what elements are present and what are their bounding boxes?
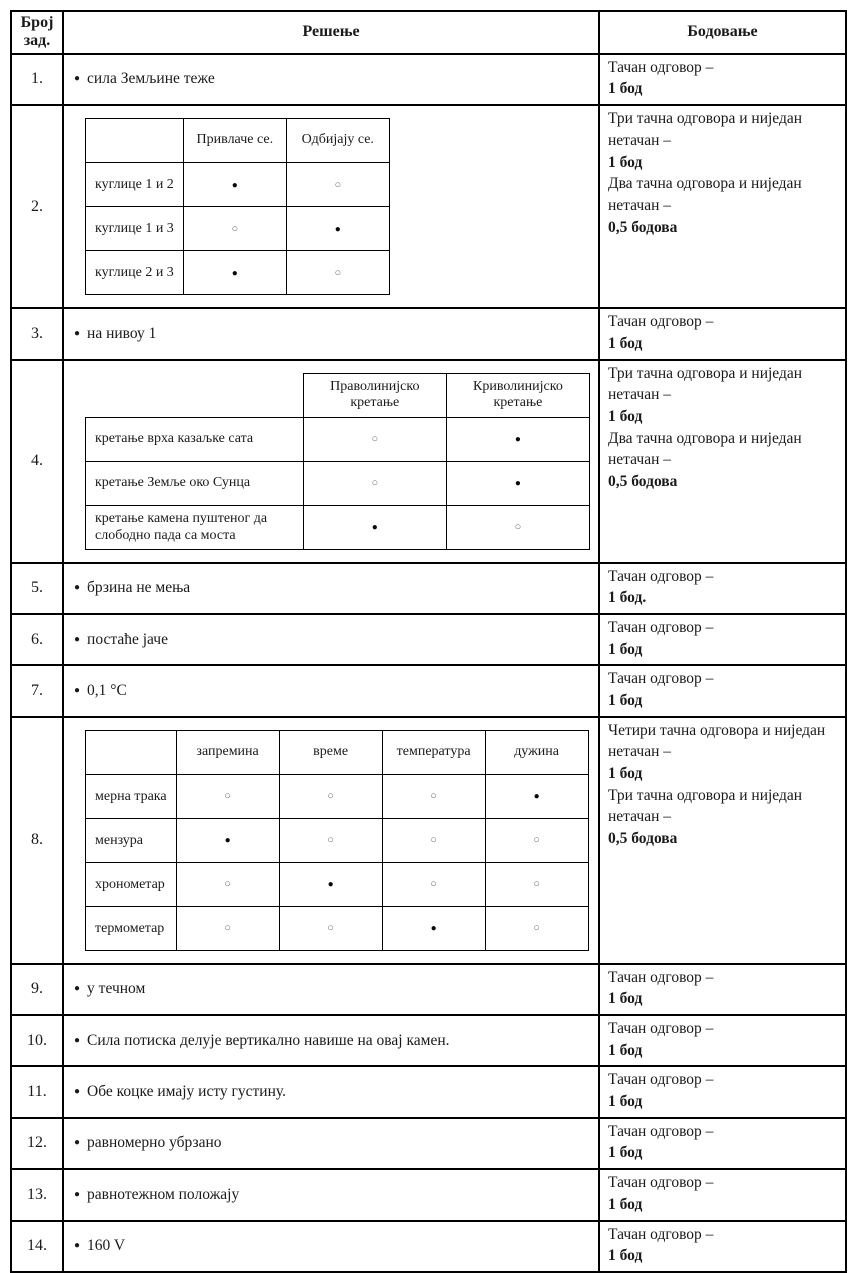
inner-header-label: дужина	[485, 730, 588, 774]
option-cell	[485, 906, 588, 950]
inner-header-row	[86, 730, 589, 774]
selected-option-icon: ●	[533, 791, 540, 803]
scoring-cell	[599, 563, 846, 614]
inner-header-label: Привлаче се.	[183, 119, 286, 163]
scoring-line: 1 бод	[608, 1144, 643, 1162]
inner-row	[86, 862, 589, 906]
table-row	[11, 1015, 846, 1066]
solution-text: равнотежном положају	[87, 1185, 240, 1203]
solution-text: постаће јаче	[87, 630, 168, 648]
inner-row	[86, 505, 590, 549]
bullet-icon: ●	[74, 327, 81, 339]
option-cell	[485, 818, 588, 862]
scoring-cell	[599, 105, 846, 308]
solution-cell	[63, 964, 599, 1015]
solution-cell	[63, 308, 599, 359]
solution-text: сила Земљине теже	[87, 70, 215, 88]
inner-header-row	[86, 373, 590, 417]
solution-text: 160 V	[87, 1237, 126, 1255]
solution-text: у течном	[87, 980, 146, 998]
inner-header-label: време	[279, 730, 382, 774]
scoring-cell	[599, 54, 846, 105]
bullet-icon: ●	[74, 1137, 81, 1149]
scoring-line: Тачан одговор –	[608, 618, 714, 636]
selected-option-icon: ●	[334, 223, 341, 235]
task-number: 8.	[11, 717, 63, 964]
scoring-line: Три тачна одговора и ниједан нетачан –	[608, 364, 803, 404]
bullet-icon: ●	[74, 1086, 81, 1098]
unselected-option-icon: ○	[430, 834, 437, 847]
inner-header-label: Криволинијско кретање	[446, 373, 589, 417]
inner-row-label: кретање камена пуштеног да слободно пада са моста	[86, 505, 304, 549]
inner-row	[86, 207, 390, 251]
scoring-line: 1 бод	[608, 80, 643, 98]
option-cell	[303, 461, 446, 505]
solution-cell	[63, 1015, 599, 1066]
option-cell	[446, 461, 589, 505]
answer	[72, 1032, 590, 1050]
scoring-line: Четири тачна одговора и ниједан нетачан –	[608, 721, 826, 761]
task-number: 9.	[11, 964, 63, 1015]
bullet-icon: ●	[74, 1034, 81, 1046]
inner-row-label: куглице 2 и 3	[86, 251, 184, 295]
option-cell	[279, 862, 382, 906]
inner-header-corner	[86, 373, 304, 417]
inner-option-table	[85, 373, 590, 550]
solution-cell	[63, 105, 599, 308]
selected-option-icon: ●	[231, 267, 238, 279]
solution-cell	[63, 54, 599, 105]
unselected-option-icon: ○	[533, 878, 540, 891]
unselected-option-icon: ○	[514, 521, 522, 534]
unselected-option-icon: ○	[371, 433, 379, 446]
table-row	[11, 563, 846, 614]
solution-text: брзина не мења	[87, 579, 191, 597]
header-task-number: Број зад.	[11, 11, 63, 54]
option-cell	[183, 251, 286, 295]
inner-row-label: мерна трака	[86, 774, 177, 818]
table-body	[11, 54, 846, 1272]
solution-cell	[63, 717, 599, 964]
bullet-icon: ●	[74, 73, 81, 85]
scoring-cell	[599, 964, 846, 1015]
scoring-cell	[599, 717, 846, 964]
unselected-option-icon: ○	[231, 222, 239, 235]
inner-header-label: температура	[382, 730, 485, 774]
task-number: 11.	[11, 1066, 63, 1117]
unselected-option-icon: ○	[533, 834, 540, 847]
scoring-cell	[599, 1118, 846, 1169]
scoring-line: Тачан одговор –	[608, 670, 714, 688]
inner-header-row	[86, 119, 390, 163]
option-cell	[279, 774, 382, 818]
scoring-line: Тачан одговор –	[608, 1225, 714, 1243]
option-cell	[382, 906, 485, 950]
scoring-line: 1 бод.	[608, 589, 647, 607]
scoring-line: Три тачна одговора и ниједан нетачан –	[608, 786, 803, 826]
option-cell	[176, 862, 279, 906]
inner-header-label: Одбијају се.	[286, 119, 389, 163]
scoring-line: 1 бод	[608, 990, 643, 1008]
task-number: 4.	[11, 360, 63, 563]
unselected-option-icon: ○	[430, 790, 437, 803]
table-row	[11, 1066, 846, 1117]
task-number: 12.	[11, 1118, 63, 1169]
header-row	[11, 11, 846, 54]
unselected-option-icon: ○	[334, 178, 342, 191]
scoring-line: Тачан одговор –	[608, 313, 714, 331]
option-cell	[485, 862, 588, 906]
solution-text: на нивоу 1	[87, 324, 157, 342]
inner-row-label: кретање врха казаљке сата	[86, 417, 304, 461]
task-number: 10.	[11, 1015, 63, 1066]
scoring-line: 1 бод	[608, 334, 643, 352]
inner-row-label: хронометар	[86, 862, 177, 906]
solution-cell	[63, 360, 599, 563]
option-cell	[279, 818, 382, 862]
bullet-icon: ●	[74, 1188, 81, 1200]
answer	[72, 1083, 590, 1101]
inner-row-label: куглице 1 и 3	[86, 207, 184, 251]
selected-option-icon: ●	[371, 522, 378, 534]
answer	[72, 1134, 590, 1152]
option-cell	[176, 774, 279, 818]
table-row	[11, 360, 846, 563]
scoring-cell	[599, 308, 846, 359]
option-cell	[485, 774, 588, 818]
table-row	[11, 308, 846, 359]
option-cell	[286, 207, 389, 251]
answer	[72, 1237, 590, 1255]
scoring-line: Два тачна одговора и ниједан нетачан –	[608, 175, 802, 214]
scoring-line: 1 бод	[608, 1247, 643, 1265]
solution-cell	[63, 563, 599, 614]
scoring-line: 1 бод	[608, 691, 643, 709]
scoring-cell	[599, 1066, 846, 1117]
inner-row-label: термометар	[86, 906, 177, 950]
scoring-line: 1 бод	[608, 1041, 643, 1059]
scoring-line: 1 бод	[608, 407, 643, 425]
scoring-line: Два тачна одговора и ниједан нетачан –	[608, 429, 802, 469]
table-row	[11, 1118, 846, 1169]
scoring-line: Тачан одговор –	[608, 1020, 714, 1038]
option-cell	[279, 906, 382, 950]
inner-header-corner	[86, 119, 184, 163]
solution-text: 0,1 °C	[87, 681, 127, 699]
inner-row-label: куглице 1 и 2	[86, 163, 184, 207]
task-number: 13.	[11, 1169, 63, 1220]
selected-option-icon: ●	[514, 434, 521, 446]
answer	[72, 980, 590, 998]
table-row	[11, 54, 846, 105]
inner-option-table	[85, 730, 589, 951]
option-cell	[446, 505, 589, 549]
task-number: 2.	[11, 105, 63, 308]
answer	[72, 631, 590, 649]
unselected-option-icon: ○	[327, 922, 334, 935]
answer	[72, 325, 590, 343]
answer	[72, 1186, 590, 1204]
option-cell	[303, 505, 446, 549]
unselected-option-icon: ○	[334, 266, 342, 279]
selected-option-icon: ●	[430, 923, 437, 935]
selected-option-icon: ●	[327, 879, 334, 891]
solution-cell	[63, 1169, 599, 1220]
selected-option-icon: ●	[514, 478, 521, 490]
bullet-icon: ●	[74, 633, 81, 645]
option-cell	[382, 818, 485, 862]
header-solution: Решење	[63, 11, 599, 54]
scoring-line: 0,5 бодова	[608, 830, 678, 848]
scoring-line: 1 бод	[608, 1195, 643, 1213]
table-row	[11, 105, 846, 308]
option-cell	[176, 906, 279, 950]
scoring-line: 1 бод	[608, 153, 643, 171]
scoring-line: 0,5 бодова	[608, 218, 678, 236]
inner-row-label: кретање Земље око Сунца	[86, 461, 304, 505]
scoring-cell	[599, 614, 846, 665]
scoring-cell	[599, 1015, 846, 1066]
solution-cell	[63, 614, 599, 665]
inner-row-label: мензура	[86, 818, 177, 862]
solution-cell	[63, 1118, 599, 1169]
bullet-icon: ●	[74, 1240, 81, 1252]
selected-option-icon: ●	[231, 179, 238, 191]
unselected-option-icon: ○	[533, 922, 540, 935]
task-number: 6.	[11, 614, 63, 665]
option-cell	[286, 251, 389, 295]
scoring-line: Тачан одговор –	[608, 1071, 714, 1089]
scoring-line: Тачан одговор –	[608, 1174, 714, 1192]
inner-row	[86, 906, 589, 950]
table-row	[11, 1221, 846, 1272]
scoring-line: Тачан одговор –	[608, 968, 714, 986]
unselected-option-icon: ○	[327, 834, 334, 847]
solution-cell	[63, 665, 599, 716]
answer	[72, 579, 590, 597]
scoring-line: Тачан одговор –	[608, 58, 714, 76]
solution-text: Обе коцке имају исту густину.	[87, 1083, 286, 1101]
option-cell	[183, 207, 286, 251]
task-number: 7.	[11, 665, 63, 716]
inner-row	[86, 251, 390, 295]
solution-cell	[63, 1066, 599, 1117]
bullet-icon: ●	[74, 582, 81, 594]
scoring-line: 1 бод	[608, 640, 643, 658]
table-row	[11, 1169, 846, 1220]
option-cell	[382, 774, 485, 818]
inner-header-label: Праволинијско кретање	[303, 373, 446, 417]
scoring-line: Тачан одговор –	[608, 1122, 714, 1140]
inner-row	[86, 417, 590, 461]
scoring-line: Тачан одговор –	[608, 567, 714, 585]
inner-header-label: запремина	[176, 730, 279, 774]
answer	[72, 682, 590, 700]
scoring-cell	[599, 1221, 846, 1272]
scoring-line: 1 бод	[608, 765, 643, 783]
table-row	[11, 717, 846, 964]
solution-cell	[63, 1221, 599, 1272]
solution-text: равномерно убрзано	[87, 1134, 222, 1152]
unselected-option-icon: ○	[371, 477, 379, 490]
table-row	[11, 964, 846, 1015]
scoring-line: 1 бод	[608, 1093, 643, 1111]
task-number: 1.	[11, 54, 63, 105]
inner-row	[86, 461, 590, 505]
inner-row	[86, 774, 589, 818]
task-number: 3.	[11, 308, 63, 359]
bullet-icon: ●	[74, 983, 81, 995]
answer	[72, 70, 590, 88]
scoring-cell	[599, 360, 846, 563]
table-row	[11, 665, 846, 716]
inner-option-table	[85, 118, 390, 295]
option-cell	[446, 417, 589, 461]
option-cell	[382, 862, 485, 906]
scoring-line: 0,5 бодова	[608, 472, 678, 490]
unselected-option-icon: ○	[224, 922, 231, 935]
scoring-cell	[599, 1169, 846, 1220]
option-cell	[183, 163, 286, 207]
answer-key-table	[10, 10, 847, 1273]
inner-row	[86, 163, 390, 207]
unselected-option-icon: ○	[430, 878, 437, 891]
task-number: 5.	[11, 563, 63, 614]
unselected-option-icon: ○	[224, 878, 231, 891]
inner-row	[86, 818, 589, 862]
task-number: 14.	[11, 1221, 63, 1272]
option-cell	[303, 417, 446, 461]
inner-header-corner	[86, 730, 177, 774]
scoring-cell	[599, 665, 846, 716]
selected-option-icon: ●	[224, 835, 231, 847]
option-cell	[176, 818, 279, 862]
solution-text: Сила потиска делује вертикално навише на овај камен.	[87, 1031, 450, 1049]
option-cell	[286, 163, 389, 207]
bullet-icon: ●	[74, 684, 81, 696]
unselected-option-icon: ○	[224, 790, 231, 803]
header-scoring: Бодовање	[599, 11, 846, 54]
table-row	[11, 614, 846, 665]
scoring-line: Три тачна одговора и ниједан нетачан –	[608, 110, 803, 149]
unselected-option-icon: ○	[327, 790, 334, 803]
